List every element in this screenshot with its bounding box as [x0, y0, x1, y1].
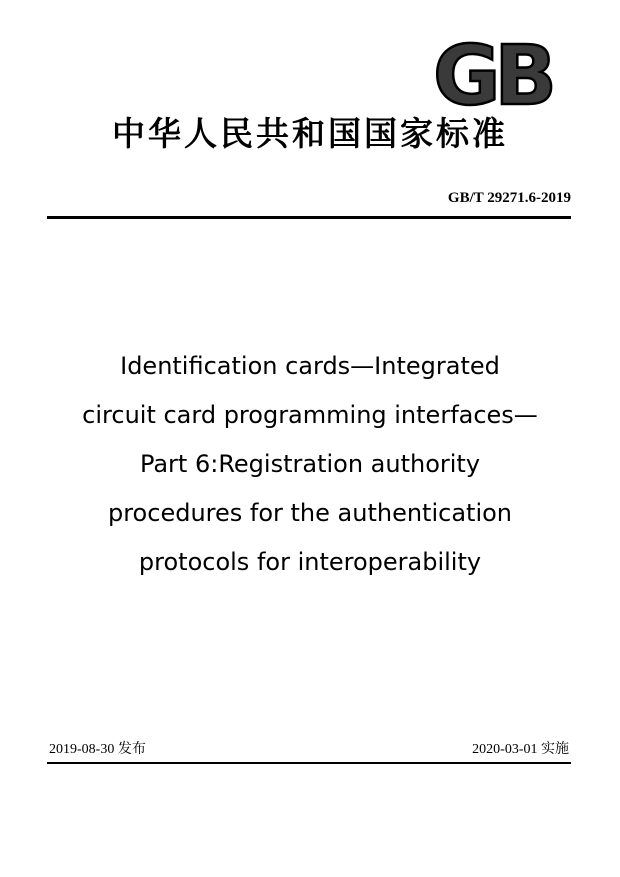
gb-logo-icon [427, 36, 557, 116]
title-line-5: protocols for interoperability [138, 548, 482, 576]
document-title [40, 342, 580, 587]
bottom-divider [47, 762, 571, 764]
gb-logo-graphic [427, 36, 557, 116]
national-standard-heading: 中华人民共和国国家标准 [112, 114, 508, 153]
issue-date: 2019-08-30 发布 [49, 742, 146, 757]
title-line-4: procedures for the authentication [107, 499, 512, 527]
gb-logo-text: GB [433, 36, 551, 116]
top-divider [47, 216, 571, 219]
title-line-2: circuit card programming interfaces— [82, 401, 538, 429]
title-line-1: Identification cards—Integrated [120, 352, 500, 380]
implementation-date: 2020-03-01 实施 [472, 742, 569, 757]
title-line-3: Part 6:Registration authority [139, 450, 481, 478]
standard-number: GB/T 29271.6-2019 [447, 190, 571, 206]
